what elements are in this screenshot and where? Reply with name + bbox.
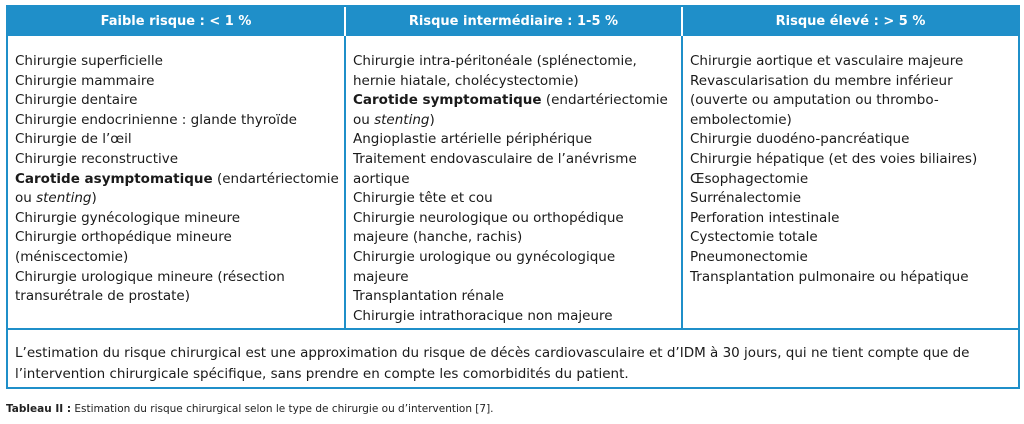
cell-line: [690, 170, 1012, 190]
table-caption: [6, 403, 494, 415]
line-text: Angioplastie artérielle périphérique: [353, 131, 593, 148]
cell-line: [353, 287, 675, 307]
line-text: aortique: [353, 170, 410, 187]
line-text: Chirurgie intra-péritonéale (splénectomie,: [353, 53, 637, 69]
line-text: ): [91, 190, 97, 207]
line-text: Chirurgie intrathoracique non majeure: [353, 307, 613, 324]
bold-term: Carotide symptomatique: [353, 92, 542, 109]
cell-line: [15, 248, 338, 268]
cell-line: [15, 209, 338, 229]
cell-line: [353, 189, 675, 209]
italic-term: stenting: [374, 111, 430, 128]
line-text: Chirurgie mammaire: [15, 72, 155, 89]
cell-line: [15, 189, 338, 209]
cell-line: [15, 91, 338, 111]
line-text: Surrénalectomie: [690, 190, 802, 207]
caption-label: Tableau II :: [6, 403, 72, 415]
line-text: Traitement endovasculaire de l’anévrisme: [353, 150, 637, 167]
cell-line: [15, 228, 338, 248]
line-text: Chirurgie tête et cou: [353, 190, 493, 207]
header-low-risk: Faible risque : < 1 %: [8, 7, 344, 36]
cell-line: [353, 307, 675, 327]
cell-line: [15, 72, 338, 92]
cell-line: [353, 111, 675, 131]
cell-line: [353, 209, 675, 229]
line-text: Chirurgie urologique mineure (résection: [15, 268, 285, 285]
line-text: (méniscectomie): [15, 248, 129, 265]
cell-line: [690, 228, 1012, 248]
italic-term: stenting: [36, 190, 92, 207]
cell-line: [353, 130, 675, 150]
line-text: Transplantation rénale: [353, 288, 504, 305]
cell-line: [690, 209, 1012, 229]
line-text: Chirurgie dentaire: [15, 92, 138, 109]
line-text: Chirurgie superficielle: [15, 53, 163, 69]
cell-line: [353, 248, 675, 268]
line-text: majeure: [353, 268, 409, 285]
cell-line: [690, 268, 1012, 288]
cell-line: [353, 52, 675, 72]
cell-line: [690, 72, 1012, 92]
column-high-risk: [681, 36, 1018, 328]
caption-text: Estimation du risque chirurgical selon le type de chirurgie ou d’intervention [7].: [71, 403, 494, 415]
cell-line: [15, 287, 338, 307]
footnote-line-1: L’estimation du risque chirurgical est une approximation du risque de décès cardiovasculaire et d’IDM à 30 jours, qui ne tient compte que de: [15, 345, 970, 361]
line-text: embolectomie): [690, 111, 792, 128]
cell-line: [690, 91, 1012, 111]
line-text: majeure (hanche, rachis): [353, 229, 523, 246]
line-text: Revascularisation du membre inférieur: [690, 72, 953, 89]
header-intermediate-risk: Risque intermédiaire : 1-5 %: [344, 7, 681, 36]
line-text: transurétrale de prostate): [15, 288, 190, 305]
table-body-row: [8, 36, 1018, 328]
cell-line: [15, 130, 338, 150]
cell-line: [690, 111, 1012, 131]
table-header-row: [8, 7, 1018, 36]
cell-line: [15, 150, 338, 170]
line-text: hernie hiatale, cholécystectomie): [353, 72, 579, 89]
line-text: Transplantation pulmonaire ou hépatique: [690, 268, 969, 285]
cell-line: [15, 52, 338, 72]
column-intermediate-risk: [344, 36, 681, 328]
line-text: Chirurgie urologique ou gynécologique: [353, 248, 616, 265]
line-text: Cystectomie totale: [690, 229, 818, 246]
cell-line: [353, 72, 675, 92]
header-high-risk: Risque élevé : > 5 %: [681, 7, 1018, 36]
line-text: Chirurgie endocrinienne : glande thyroïde: [15, 111, 297, 128]
cell-line: [690, 248, 1012, 268]
line-text: ou: [353, 111, 375, 128]
line-text: (ouverte ou amputation ou thrombo-: [690, 92, 939, 109]
line-text: Chirurgie reconstructive: [15, 150, 179, 167]
line-text: Chirurgie de l’œil: [15, 131, 132, 148]
line-text: Chirurgie orthopédique mineure: [15, 229, 232, 246]
line-text: Chirurgie aortique et vasculaire majeure: [690, 53, 964, 69]
line-text: Pneumonectomie: [690, 248, 808, 265]
cell-line: [353, 268, 675, 288]
line-text: Chirurgie neurologique ou orthopédique: [353, 209, 624, 226]
risk-table: [6, 5, 1020, 389]
cell-line: [15, 268, 338, 288]
cell-line: [353, 150, 675, 170]
line-text: Chirurgie duodéno-pancréatique: [690, 131, 910, 148]
line-text: Chirurgie gynécologique mineure: [15, 209, 241, 226]
table-footnote: [8, 328, 1018, 387]
cell-line: [353, 228, 675, 248]
column-low-risk: [8, 36, 344, 328]
bold-term: Carotide asymptomatique: [15, 170, 213, 187]
line-text: ou: [15, 190, 37, 207]
line-text: ): [429, 111, 435, 128]
cell-line: [15, 111, 338, 131]
cell-line: [690, 189, 1012, 209]
cell-line: [353, 91, 675, 111]
cell-line: [690, 52, 1012, 72]
line-text: Œsophagectomie: [690, 170, 809, 187]
line-text: (endartériectomie: [212, 170, 339, 187]
cell-line: [15, 170, 338, 190]
cell-line: [353, 170, 675, 190]
line-text: Chirurgie hépatique (et des voies biliaires): [690, 150, 978, 167]
cell-line: [690, 150, 1012, 170]
line-text: Perforation intestinale: [690, 209, 840, 226]
cell-line: [690, 130, 1012, 150]
footnote-line-2: l’intervention chirurgicale spécifique, sans prendre en compte les comorbidités du patient.: [15, 366, 629, 382]
line-text: (endartériectomie: [541, 92, 668, 109]
